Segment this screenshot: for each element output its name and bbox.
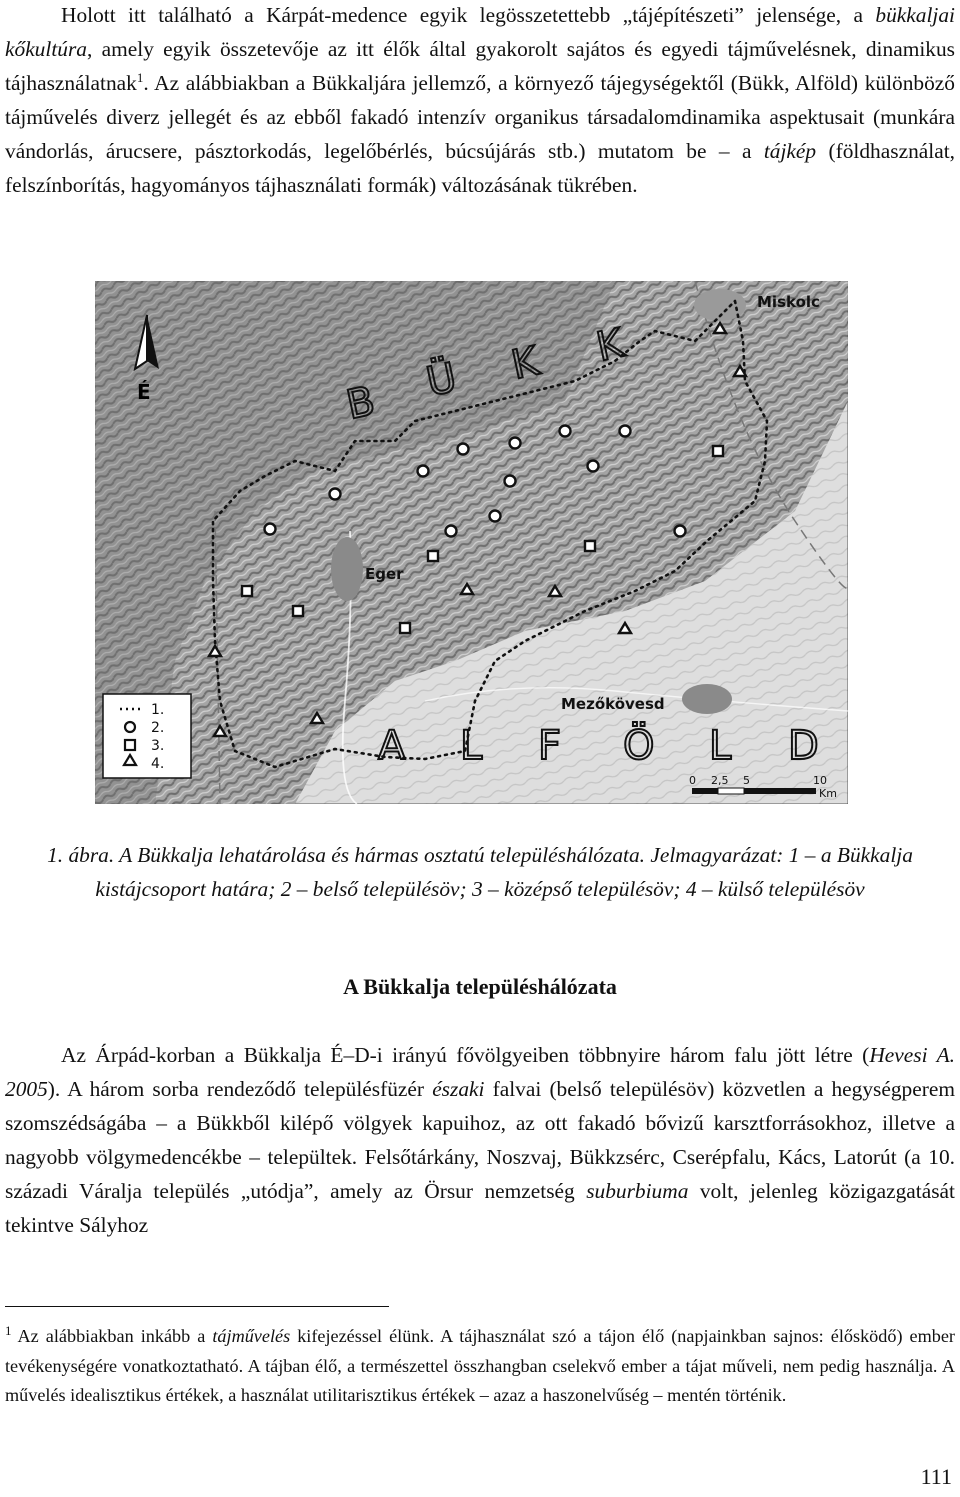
map-legend <box>103 694 191 778</box>
svg-text:10: 10 <box>813 774 827 787</box>
section-heading: A Bükkalja településhálózata <box>343 974 617 999</box>
svg-text:0: 0 <box>689 774 696 787</box>
map-letter: B <box>342 378 379 429</box>
footnote-divider <box>5 1306 389 1307</box>
footnote: $^1$ Az alábbiakban inkább a tájművelés kifejezéssel élünk. A tájhasználat szó a tájon élő (napjainkban sajnos: élősködő) ember tevékenységére vonatkoztatható. A tájban élő, a természettel összhangban cselekvő ember a tájat műveli, nem pedig használja. A művelés idealisztikus értékek, a használat utilitarisztikus értékek – azaz a haszonelvűség – mentén történik. <box>5 1322 955 1405</box>
svg-text:5: 5 <box>743 774 750 787</box>
figure-caption: 1. ábra. A Bükkalja lehatárolása és hármas osztatú településhálózata. Jelmagyarázat: 1 – a Bükkalja kistájcsoport határa; 2 – belső településöv; 3 – középső településöv; 4 – külső településöv <box>47 843 913 901</box>
map-letter: Ü <box>422 354 461 406</box>
mezokovesd-area <box>682 684 732 714</box>
svg-text:1.: 1. <box>151 702 165 718</box>
bukkalja-map-figure <box>95 281 848 804</box>
svg-text:Km: Km <box>819 787 837 800</box>
svg-text:3.: 3. <box>151 738 165 754</box>
map-letter: Ö <box>623 723 655 769</box>
body-paragraph: Az Árpád-korban a Bükkalja É–D-i irányú fővölgyeiben többnyire három falu jött létre (Hevesi A. 2005). A három sorba rendeződő településfüzér északi falvai (belső településöv) közvetlen a hegységperem szomszédságába – a Bükkből kilépő völgyek kapuihoz, az ott fakadó bővizű karsztforrásokhoz, illetve a nagyobb völgymedencékbe – települtek. Felsőtárkány, Noszvaj, Bükkzsérc, Cserépfalu, Kács, Latorút (a 10. századi Váralja település „utódja”, amely az Örsur nemzetség suburbiuma volt, jelenleg közigazgatását tekintve Sályhoz <box>5 1043 955 1237</box>
town-label-eger: Eger <box>365 565 404 583</box>
map-letter: F <box>538 723 562 769</box>
svg-text:2.: 2. <box>151 720 165 736</box>
town-label-miskolc: Miskolc <box>757 293 820 311</box>
page-number: 111 <box>920 1464 952 1489</box>
town-label-mezokovesd: Mezőkövesd <box>561 695 665 713</box>
svg-text:É: É <box>137 380 151 404</box>
map-letter: L <box>709 723 732 769</box>
map-letter: D <box>788 723 819 769</box>
eger-area <box>331 537 363 601</box>
map-letter: K <box>592 320 628 371</box>
footnote-ref[interactable]: 1 <box>136 69 144 85</box>
svg-text:4.: 4. <box>151 756 165 772</box>
map-letter: A <box>378 723 406 769</box>
intro-paragraph: Holott itt található a Kárpát-medence egyik legösszetettebb „tájépítészeti” jelensége, a bükkaljai kőkultúra, amely egyik összetevője az itt élők által gyakorolt sajátos és egyedi tájművelésnek, dinamikus tájhasználatnak$^1$. Az alábbiakban a Bükkaljára jellemző, a környező tájegységektől (Bükk, Alföld) különböző tájművelés diverz jellegét és az ebből fakadó intenzív organikus társadalomdinamika aspektusait (munkára vándorlás, árucsere, pásztorkodás, legelőbérlés, búcsújárás stb.) mutatom be – a tájkép (földhasználat, felszínborítás, hagyományos tájhasználati formák) változásának tükrében. <box>5 3 955 197</box>
citation: Hevesi A. 2005 <box>5 1043 955 1101</box>
map-letter: K <box>507 338 543 389</box>
svg-text:2,5: 2,5 <box>711 774 729 787</box>
map-letter: L <box>460 723 483 769</box>
